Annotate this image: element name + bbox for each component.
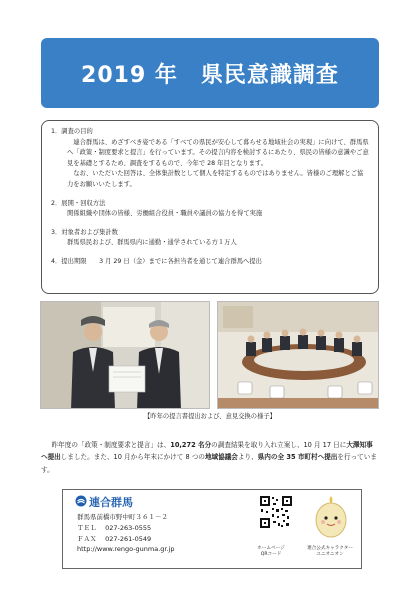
qr-label-line-1: ホームページ: [257, 546, 285, 551]
mascot-label-line-2: ユニオニオン: [316, 552, 344, 557]
summary-text-e: しました。また、10 月から年末にかけて 8 つの: [60, 453, 205, 462]
qr-label-line-2: QRコード: [260, 552, 282, 557]
qr-code-icon[interactable]: [259, 495, 293, 529]
summary-municipalities: 県内の全 35 市町村へ提出: [257, 453, 338, 462]
section-target-heading: 3．対象者および集計数: [51, 228, 118, 236]
contact-url[interactable]: http://www.rengo-gunma.gr.jp: [77, 545, 175, 553]
org-name: 連合群馬: [89, 496, 133, 509]
summary-regional: 地域協議会: [204, 453, 238, 462]
survey-info-box: [41, 120, 379, 294]
summary-paragraph: [41, 439, 379, 477]
section-deadline: 4．提出期限 3 月 29 日（金）までに各担当者を通じて連合群馬へ提出: [51, 257, 262, 265]
section-purpose-heading: 1．調査の目的: [51, 128, 93, 135]
contact-tel: ＴＥＬ 027-263-0555: [77, 524, 152, 532]
summary-text-c: の調査結果を取り入れ立案し、10 月 17 日に: [211, 440, 347, 449]
section-target-body: 群馬県民および、群馬県内に通勤・通学されている方１万人: [67, 239, 237, 247]
page-title: 2019 年 県民意識調査: [41, 38, 379, 108]
summary-text-a: 昨年度の「政策・制度要求と提言」は、: [51, 440, 171, 449]
summary-governor: 大澤知事へ提出: [41, 440, 373, 462]
section-method-heading: 2．展開・回収方法: [51, 199, 106, 207]
mascot-label-line-1: 連合公式キャラクター: [307, 546, 353, 551]
contact-fax: ＦＡＸ 027-261-0549: [77, 535, 152, 543]
summary-text-i: を行っています。: [41, 453, 377, 474]
section-purpose-paragraph-1: 連合群馬は、めざすべき姿である「すべての県民が安心して暮らせる地域社会の実現」に向けて、群馬県へ「政策・制度要求と提言」を行っています。その提言内容を検討するにあたり、県民の皆様の意識やご意見を基礎とするため、調査をするもので、今年で 28 年目となります。: [67, 138, 369, 167]
photo-proposal-handover: [40, 301, 210, 409]
qr-label: [249, 546, 293, 558]
photo-opinion-exchange: [217, 301, 379, 409]
summary-count: 10,272 名分: [170, 440, 212, 449]
section-purpose-paragraph-2: なお、いただいた回答は、全体集計数として個人を特定するものではありません。皆様のご理解とご協力をお願いいたします。: [67, 170, 364, 188]
mascot-icon: [313, 494, 349, 542]
summary-text-g: より、: [237, 453, 258, 462]
contact-box: [62, 489, 362, 569]
photo-caption: 【昨年の提言書提出および、意見交換の様子】: [144, 413, 276, 420]
mascot-label: [301, 546, 359, 558]
section-method-body: 関係組織や団体の皆様、労働組合役員・職員や議員の協力を得て実施: [67, 210, 263, 218]
contact-address: 群馬県前橋市野中町３６１－２: [77, 513, 168, 521]
rengo-logo-icon: [75, 495, 87, 507]
